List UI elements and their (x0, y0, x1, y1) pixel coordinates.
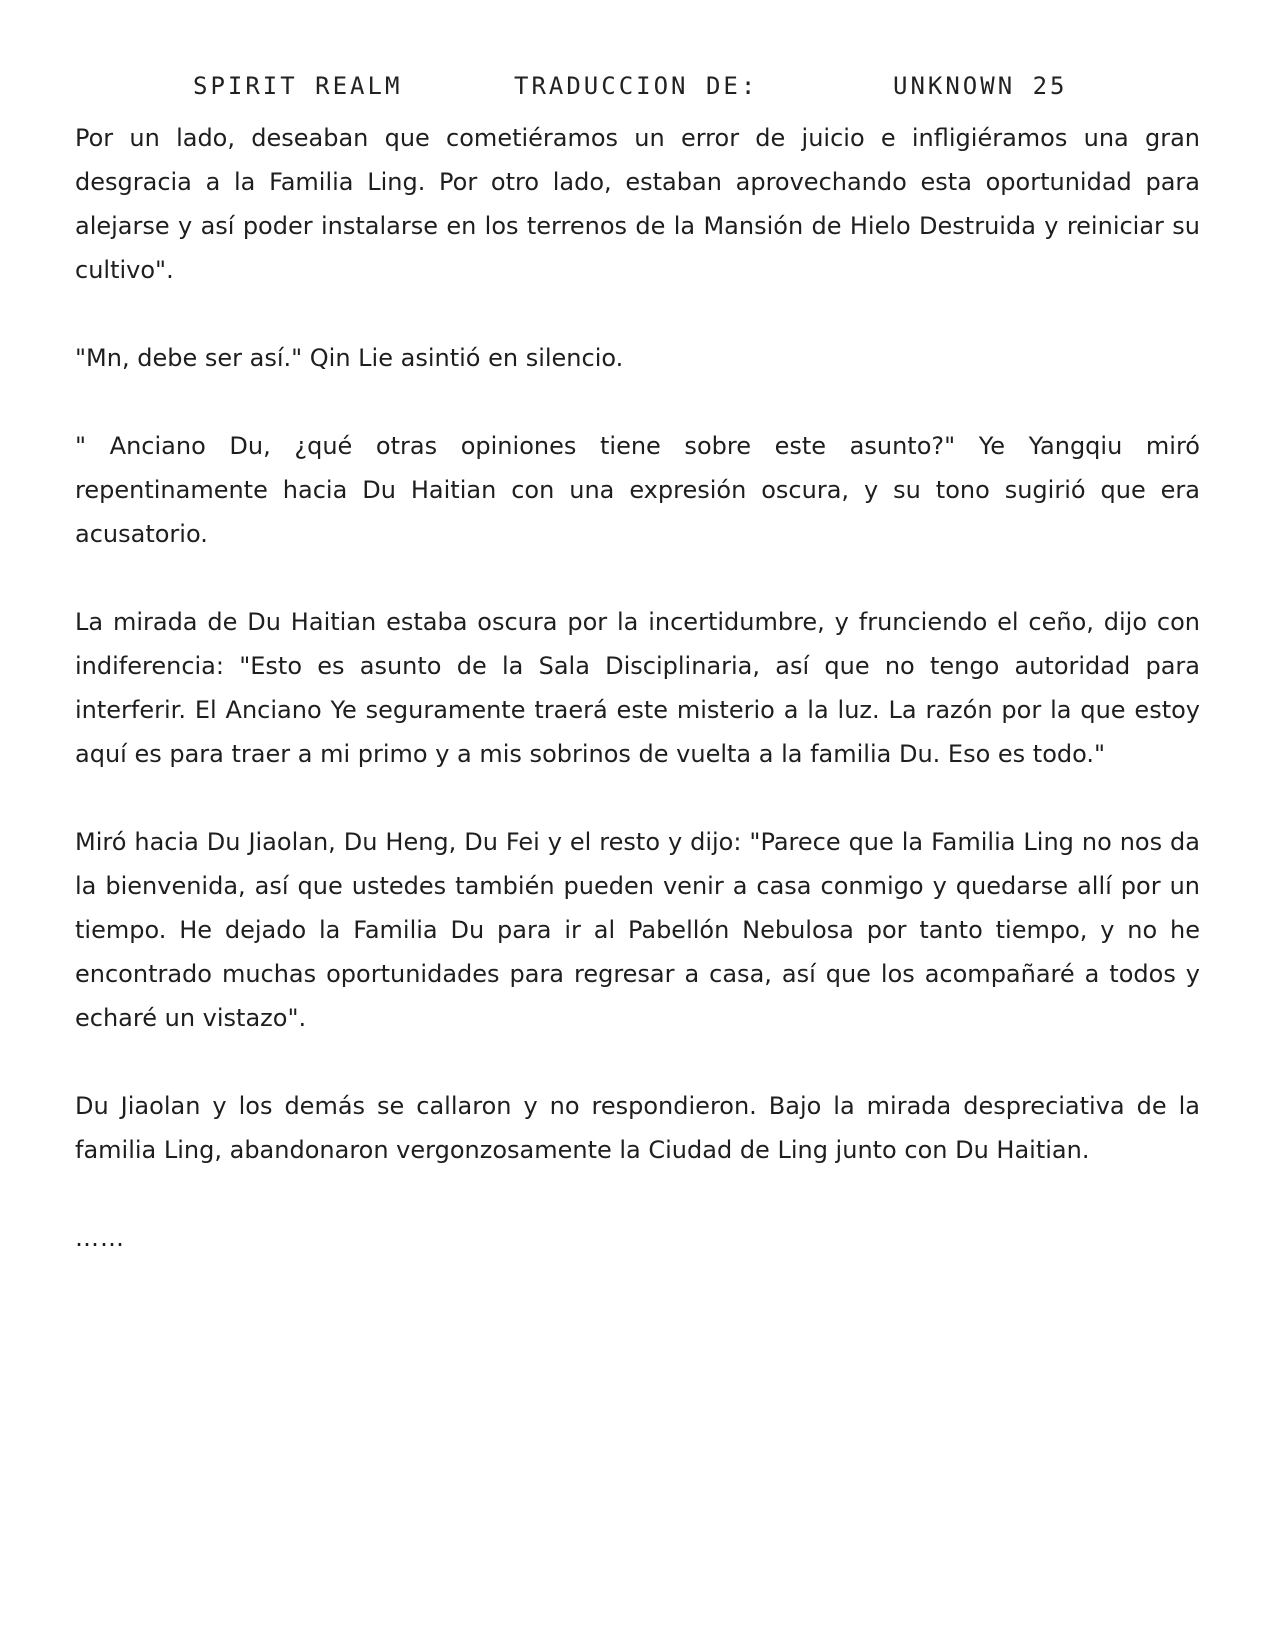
header-translation-label: TRADUCCION DE: (514, 72, 759, 100)
paragraph: Miró hacia Du Jiaolan, Du Heng, Du Fei y el resto y dijo: "Parece que la Familia Ling no nos da la bienvenida, así que ustedes también pueden venir a casa conmigo y quedarse allí por un tiempo. He dejado la Familia Du para ir al Pabellón Nebulosa por tanto tiempo, y no he encontrado muchas oportunidades para regresar a casa, así que los acompañaré a todos y echaré un vistazo". (75, 828, 1200, 1032)
section-break-ellipsis: …… (75, 1224, 125, 1252)
paragraph: Por un lado, deseaban que cometiéramos un error de juicio e infligiéramos una gran desgracia a la Familia Ling. Por otro lado, estaban aprovechando esta oportunidad para alejarse y así poder instalarse en los terrenos de la Mansión de Hielo Destruida y reiniciar su cultivo". (75, 124, 1200, 284)
document-body (75, 116, 1200, 1260)
paragraph: " Anciano Du, ¿qué otras opiniones tiene sobre este asunto?" Ye Yangqiu miró repentinamente hacia Du Haitian con una expresión oscura, y su tono sugirió que era acusatorio. (75, 432, 1200, 548)
header-translator: UNKNOWN 25 (893, 72, 1068, 100)
paragraph: La mirada de Du Haitian estaba oscura por la incertidumbre, y frunciendo el ceño, dijo con indiferencia: "Esto es asunto de la Sala Disciplinaria, así que no tengo autoridad para interferir. El Anciano Ye seguramente traerá este misterio a la luz. La razón por la que estoy aquí es para traer a mi primo y a mis sobrinos de vuelta a la familia Du. Eso es todo." (75, 608, 1200, 768)
paragraph: Du Jiaolan y los demás se callaron y no respondieron. Bajo la mirada despreciativa de la familia Ling, abandonaron vergonzosamente la Ciudad de Ling junto con Du Haitian. (75, 1092, 1200, 1164)
page-header (0, 72, 1275, 112)
paragraph: "Mn, debe ser así." Qin Lie asintió en silencio. (75, 344, 624, 372)
header-title: SPIRIT REALM (193, 72, 403, 100)
